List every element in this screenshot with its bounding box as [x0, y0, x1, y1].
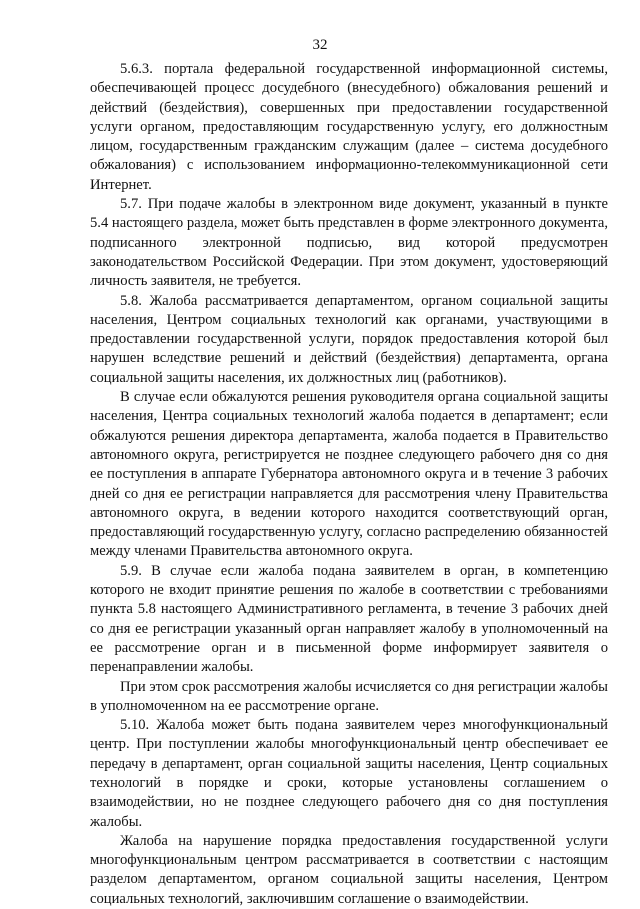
paragraph-5-9: 5.9. В случае если жалоба подана заявителем в орган, в компетенцию которого не входит принятие решения по жалобе в соответствии с требованиями пункта 5.8 настоящего Административного регламента, в течение 3 рабочих дней со дня ее регистрации указанный орган направляет жалобу в уполномоченный на ее рассмотрение орган и в письменной форме информирует заявителя о перенаправлении жалобы.	[90, 562, 608, 676]
paragraph-5-8: 5.8. Жалоба рассматривается департаментом, органом социальной защиты населения, Центром социальных технологий как органами, участвующими в предоставлении государственной услуги, порядок предоставления которой был нарушен вследствие решений и действий (бездействия) департамента, органа социальной защиты населения, их должностных лиц (работников).	[90, 292, 608, 386]
paragraph-5-9-deadline: При этом срок рассмотрения жалобы исчисляется со дня регистрации жалобы в уполномоченном на ее рассмотрение органе.	[90, 678, 608, 714]
paragraph-5-10: 5.10. Жалоба может быть подана заявителем через многофункциональный центр. При поступлении жалобы многофункциональный центр обеспечивает ее передачу в департамент, орган социальной защиты населения, Центр социальных технологий в порядке и сроки, которые установлены соглашением о взаимодействии, но не позднее следующего рабочего дня со дня поступления жалобы.	[90, 717, 608, 830]
paragraph-5-8-appeal-routing: В случае если обжалуются решения руководителя органа социальной защиты населения, Центра социальных технологий жалоба подается в департамент; если обжалуются решения директора департамента, жалоба подается в Правительство автономного округа, регистрируется не позднее следующего рабочего дня со дня ее поступления в аппарате Губернатора автономного округа и в течение 3 рабочих дней со дня ее регистрации направляется для рассмотрения члену Правительства автономного округа, в ведении которого находится соответствующий орган, предоставляющий государственную услугу, согласно распределению обязанностей между членами Правительства автономного округа.	[90, 389, 608, 560]
paragraph-5-7: 5.7. При подаче жалобы в электронном виде документ, указанный в пункте 5.4 настоящего раздела, может быть представлен в форме электронного документа, подписанного электронной подписью, вид которой предусмотрен законодательством Российской Федерации. При этом документ, удостоверяющий личность заявителя, не требуется.	[90, 196, 608, 290]
paragraph-5-6-3: 5.6.3. портала федеральной государственной информационной системы, обеспечивающей процесс досудебного (внесудебного) обжалования решений и действий (бездействия), совершенных при предоставлении государственной услуги органом, предоставляющим государственную услугу, его должностным лицом, государственным гражданским служащим (далее – система досудебного обжалования) с использованием информационно-телекоммуникационной сети Интернет.	[90, 61, 608, 193]
paragraph-5-10-mfc-complaint: Жалоба на нарушение порядка предоставления государственной услуги многофункциональным центром рассматривается в соответствии с настоящим разделом департаментом, органом социальной защиты населения, Центром социальных технологий, заключившим соглашение о взаимодействии.	[90, 832, 608, 907]
document-body	[90, 60, 608, 909]
page-number: 32	[312, 37, 328, 53]
